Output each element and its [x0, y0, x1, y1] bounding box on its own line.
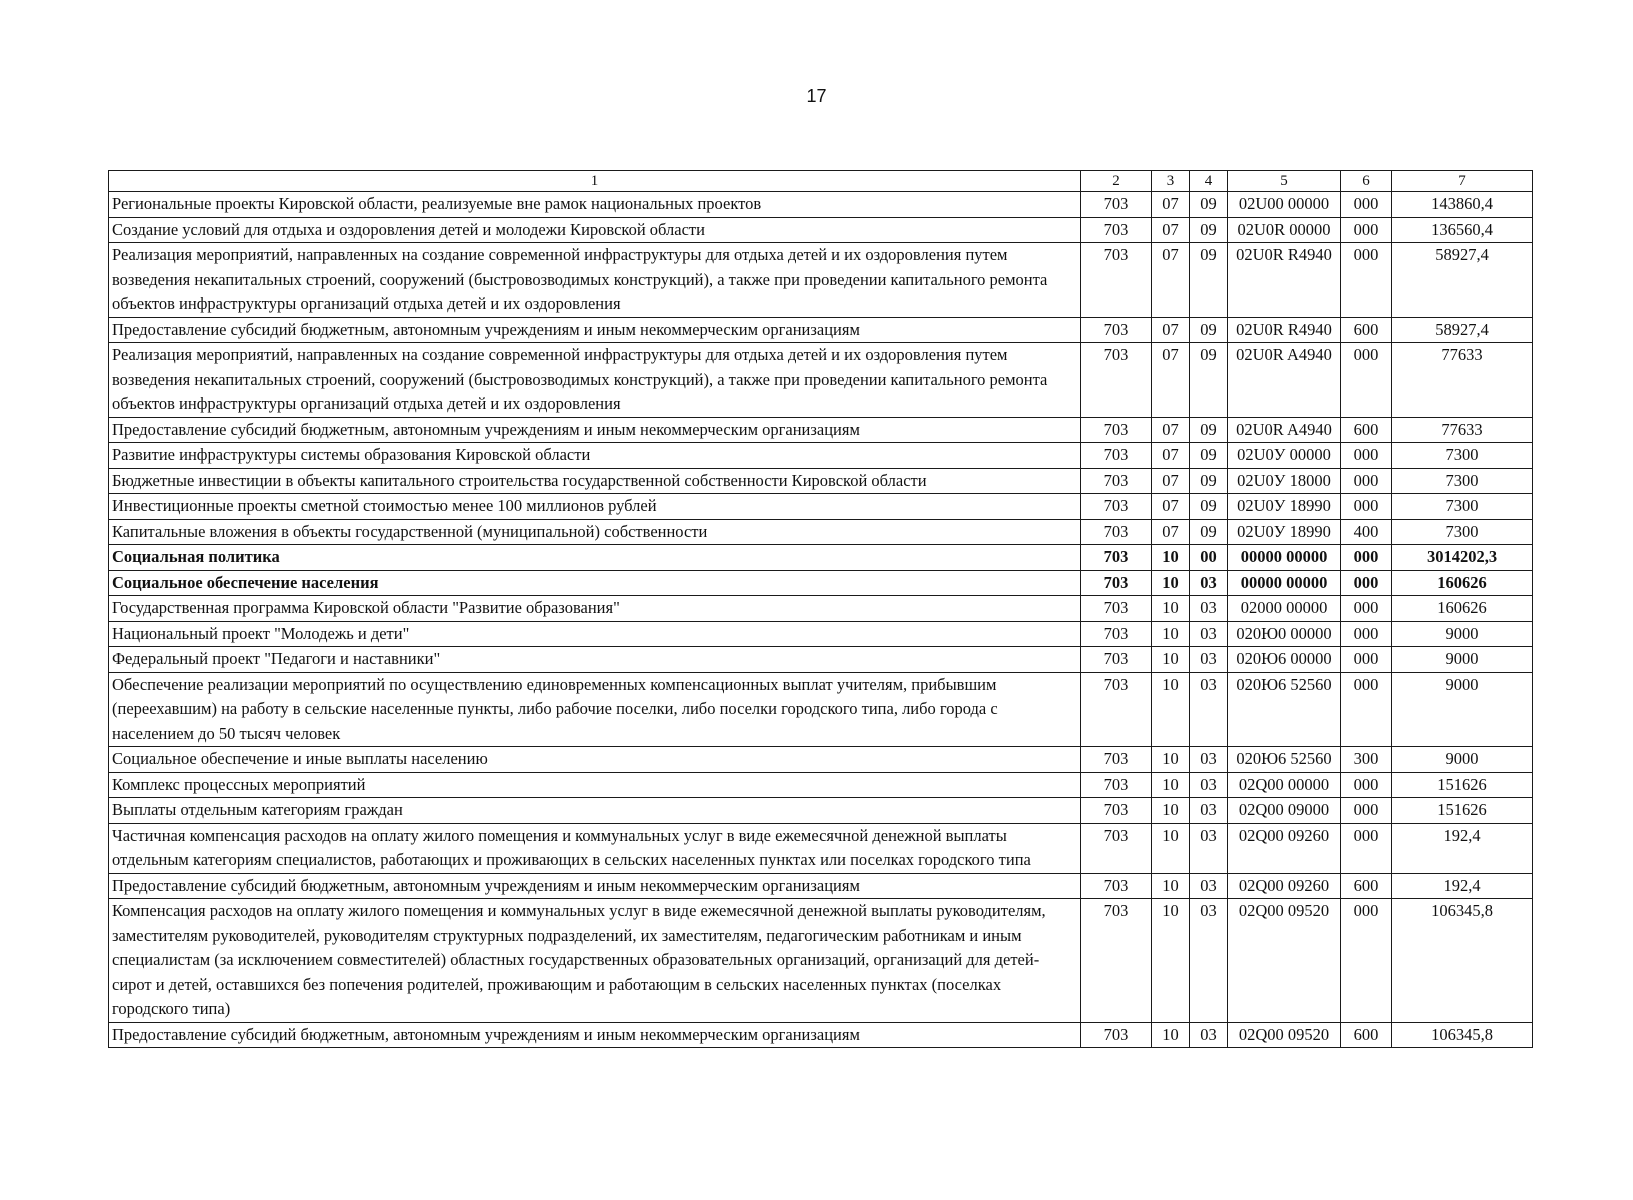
budget-table	[108, 170, 1533, 1048]
row-code-3: 10	[1152, 873, 1190, 899]
table-row	[109, 823, 1533, 873]
row-code-6: 000	[1341, 217, 1392, 243]
row-code-6: 600	[1341, 1022, 1392, 1048]
page-number: 17	[806, 86, 827, 106]
row-code-3: 10	[1152, 747, 1190, 773]
row-code-2: 703	[1081, 317, 1152, 343]
row-amount: 7300	[1392, 519, 1533, 545]
row-code-2: 703	[1081, 596, 1152, 622]
row-code-2: 703	[1081, 443, 1152, 469]
row-code-5: 02Q00 09260	[1228, 873, 1341, 899]
table-row	[109, 443, 1533, 469]
row-code-5: 02U0У 18990	[1228, 519, 1341, 545]
row-name: Социальное обеспечение населения	[109, 570, 1081, 596]
header-cell-1: 1	[109, 171, 1081, 192]
table-row	[109, 899, 1533, 1023]
table-row	[109, 417, 1533, 443]
row-code-5: 02U0R R4940	[1228, 243, 1341, 318]
row-code-4: 09	[1190, 217, 1228, 243]
table-row	[109, 217, 1533, 243]
table-row	[109, 621, 1533, 647]
row-name: Развитие инфраструктуры системы образования Кировской области	[109, 443, 1081, 469]
row-code-3: 10	[1152, 672, 1190, 747]
row-code-3: 07	[1152, 243, 1190, 318]
row-code-4: 03	[1190, 570, 1228, 596]
table-body	[109, 171, 1533, 1048]
table-row	[109, 570, 1533, 596]
row-code-2: 703	[1081, 417, 1152, 443]
row-code-6: 300	[1341, 747, 1392, 773]
row-code-2: 703	[1081, 899, 1152, 1023]
row-code-6: 000	[1341, 823, 1392, 873]
row-code-3: 10	[1152, 772, 1190, 798]
row-code-4: 03	[1190, 798, 1228, 824]
table-row	[109, 468, 1533, 494]
row-code-4: 00	[1190, 545, 1228, 571]
row-code-6: 000	[1341, 570, 1392, 596]
row-amount: 192,4	[1392, 823, 1533, 873]
row-code-6: 000	[1341, 899, 1392, 1023]
row-code-4: 09	[1190, 468, 1228, 494]
row-code-4: 03	[1190, 823, 1228, 873]
row-code-2: 703	[1081, 217, 1152, 243]
table-row	[109, 192, 1533, 218]
row-name: Капитальные вложения в объекты государственной (муниципальной) собственности	[109, 519, 1081, 545]
table-row	[109, 317, 1533, 343]
row-code-2: 703	[1081, 1022, 1152, 1048]
row-amount: 9000	[1392, 647, 1533, 673]
row-code-3: 10	[1152, 798, 1190, 824]
row-code-2: 703	[1081, 570, 1152, 596]
row-code-5: 02Q00 09520	[1228, 1022, 1341, 1048]
row-code-5: 020Ю0 00000	[1228, 621, 1341, 647]
row-name: Социальная политика	[109, 545, 1081, 571]
row-code-6: 000	[1341, 494, 1392, 520]
row-code-6: 000	[1341, 672, 1392, 747]
table-row	[109, 1022, 1533, 1048]
row-code-4: 09	[1190, 519, 1228, 545]
row-code-6: 400	[1341, 519, 1392, 545]
row-code-6: 000	[1341, 545, 1392, 571]
row-code-3: 10	[1152, 621, 1190, 647]
header-cell-2: 2	[1081, 171, 1152, 192]
row-name: Выплаты отдельным категориям граждан	[109, 798, 1081, 824]
row-code-5: 02U0R R4940	[1228, 317, 1341, 343]
row-name: Государственная программа Кировской области "Развитие образования"	[109, 596, 1081, 622]
table-row	[109, 545, 1533, 571]
row-name: Предоставление субсидий бюджетным, автономным учреждениям и иным некоммерческим организациям	[109, 317, 1081, 343]
row-code-5: 02Q00 09000	[1228, 798, 1341, 824]
row-code-2: 703	[1081, 647, 1152, 673]
row-code-5: 02U0У 18990	[1228, 494, 1341, 520]
header-row	[109, 171, 1533, 192]
row-name: Федеральный проект "Педагоги и наставники"	[109, 647, 1081, 673]
row-amount: 9000	[1392, 747, 1533, 773]
table-row	[109, 647, 1533, 673]
row-amount: 7300	[1392, 443, 1533, 469]
row-amount: 151626	[1392, 772, 1533, 798]
row-code-6: 000	[1341, 468, 1392, 494]
row-amount: 58927,4	[1392, 317, 1533, 343]
row-code-2: 703	[1081, 243, 1152, 318]
row-code-4: 09	[1190, 243, 1228, 318]
row-code-4: 09	[1190, 494, 1228, 520]
row-code-3: 10	[1152, 899, 1190, 1023]
row-name: Реализация мероприятий, направленных на создание современной инфраструктуры для отдыха детей и их оздоровления путем возведения некапитальных строений, сооружений (быстровозводимых конструкций), а также при проведении капитального ремонта объектов инфраструктуры организаций отдыха детей и их оздоровления	[109, 243, 1081, 318]
row-code-6: 000	[1341, 798, 1392, 824]
row-amount: 77633	[1392, 417, 1533, 443]
row-code-6: 000	[1341, 192, 1392, 218]
row-code-2: 703	[1081, 545, 1152, 571]
table-row	[109, 672, 1533, 747]
row-code-5: 02U0R A4940	[1228, 343, 1341, 418]
row-code-4: 03	[1190, 596, 1228, 622]
row-amount: 192,4	[1392, 873, 1533, 899]
row-code-5: 02000 00000	[1228, 596, 1341, 622]
table-row	[109, 596, 1533, 622]
row-amount: 9000	[1392, 672, 1533, 747]
row-code-2: 703	[1081, 468, 1152, 494]
row-code-4: 03	[1190, 873, 1228, 899]
row-code-5: 02U00 00000	[1228, 192, 1341, 218]
row-code-3: 07	[1152, 519, 1190, 545]
row-code-3: 07	[1152, 468, 1190, 494]
table-row	[109, 873, 1533, 899]
table-row	[109, 747, 1533, 773]
row-amount: 3014202,3	[1392, 545, 1533, 571]
row-name: Предоставление субсидий бюджетным, автономным учреждениям и иным некоммерческим организациям	[109, 417, 1081, 443]
row-code-4: 09	[1190, 192, 1228, 218]
row-code-3: 10	[1152, 1022, 1190, 1048]
table-row	[109, 343, 1533, 418]
header-cell-7: 7	[1392, 171, 1533, 192]
row-code-6: 000	[1341, 647, 1392, 673]
row-amount: 9000	[1392, 621, 1533, 647]
row-name: Региональные проекты Кировской области, реализуемые вне рамок национальных проектов	[109, 192, 1081, 218]
row-name: Социальное обеспечение и иные выплаты населению	[109, 747, 1081, 773]
row-amount: 136560,4	[1392, 217, 1533, 243]
row-code-4: 09	[1190, 417, 1228, 443]
row-code-5: 02Q00 09520	[1228, 899, 1341, 1023]
row-amount: 7300	[1392, 494, 1533, 520]
row-code-3: 10	[1152, 647, 1190, 673]
table-row	[109, 494, 1533, 520]
row-name: Создание условий для отдыха и оздоровления детей и молодежи Кировской области	[109, 217, 1081, 243]
row-amount: 106345,8	[1392, 1022, 1533, 1048]
row-code-2: 703	[1081, 343, 1152, 418]
row-code-5: 02Q00 09260	[1228, 823, 1341, 873]
row-amount: 160626	[1392, 596, 1533, 622]
row-code-2: 703	[1081, 494, 1152, 520]
row-code-5: 020Ю6 52560	[1228, 747, 1341, 773]
row-amount: 7300	[1392, 468, 1533, 494]
row-code-2: 703	[1081, 823, 1152, 873]
row-code-6: 000	[1341, 343, 1392, 418]
row-code-6: 600	[1341, 417, 1392, 443]
row-code-3: 07	[1152, 443, 1190, 469]
row-code-6: 600	[1341, 873, 1392, 899]
row-code-5: 02U0R 00000	[1228, 217, 1341, 243]
table-row	[109, 772, 1533, 798]
row-code-4: 09	[1190, 343, 1228, 418]
row-code-5: 02U0У 00000	[1228, 443, 1341, 469]
header-cell-5: 5	[1228, 171, 1341, 192]
row-code-3: 07	[1152, 317, 1190, 343]
row-name: Национальный проект "Молодежь и дети"	[109, 621, 1081, 647]
header-cell-3: 3	[1152, 171, 1190, 192]
row-code-3: 10	[1152, 823, 1190, 873]
row-code-4: 03	[1190, 747, 1228, 773]
row-name: Бюджетные инвестиции в объекты капитального строительства государственной собственности Кировской области	[109, 468, 1081, 494]
row-amount: 160626	[1392, 570, 1533, 596]
row-code-6: 600	[1341, 317, 1392, 343]
row-code-4: 03	[1190, 772, 1228, 798]
row-code-5: 020Ю6 00000	[1228, 647, 1341, 673]
row-code-4: 03	[1190, 647, 1228, 673]
row-code-2: 703	[1081, 672, 1152, 747]
row-amount: 77633	[1392, 343, 1533, 418]
row-name: Реализация мероприятий, направленных на создание современной инфраструктуры для отдыха детей и их оздоровления путем возведения некапитальных строений, сооружений (быстровозводимых конструкций), а также при проведении капитального ремонта объектов инфраструктуры организаций отдыха детей и их оздоровления	[109, 343, 1081, 418]
row-code-4: 03	[1190, 672, 1228, 747]
row-code-4: 09	[1190, 317, 1228, 343]
row-code-3: 07	[1152, 343, 1190, 418]
row-code-4: 09	[1190, 443, 1228, 469]
row-name: Компенсация расходов на оплату жилого помещения и коммунальных услуг в виде ежемесячной денежной выплаты руководителям, заместителям руководителей, руководителям структурных подразделений, их заместителям, педагогическим работникам и иным специалистам (за исключением совместителей) областных государственных образовательных организаций, организаций для детей-сирот и детей, оставшихся без попечения родителей, проживающим и работающим в сельских населенных пунктах (поселках городского типа)	[109, 899, 1081, 1023]
row-code-5: 00000 00000	[1228, 570, 1341, 596]
row-amount: 143860,4	[1392, 192, 1533, 218]
row-code-2: 703	[1081, 519, 1152, 545]
row-amount: 58927,4	[1392, 243, 1533, 318]
row-amount: 151626	[1392, 798, 1533, 824]
row-code-3: 10	[1152, 570, 1190, 596]
row-name: Инвестиционные проекты сметной стоимостью менее 100 миллионов рублей	[109, 494, 1081, 520]
row-code-2: 703	[1081, 747, 1152, 773]
header-cell-6: 6	[1341, 171, 1392, 192]
row-code-2: 703	[1081, 621, 1152, 647]
row-code-6: 000	[1341, 772, 1392, 798]
row-code-5: 020Ю6 52560	[1228, 672, 1341, 747]
row-code-3: 07	[1152, 494, 1190, 520]
row-code-6: 000	[1341, 596, 1392, 622]
row-code-4: 03	[1190, 899, 1228, 1023]
row-code-3: 07	[1152, 417, 1190, 443]
header-cell-4: 4	[1190, 171, 1228, 192]
row-code-2: 703	[1081, 798, 1152, 824]
table-row	[109, 243, 1533, 318]
row-name: Частичная компенсация расходов на оплату жилого помещения и коммунальных услуг в виде ежемесячной денежной выплаты отдельным категориям специалистов, работающих и проживающих в сельских населенных пунктах или поселках городского типа	[109, 823, 1081, 873]
row-code-2: 703	[1081, 192, 1152, 218]
row-code-5: 02U0R A4940	[1228, 417, 1341, 443]
row-name: Комплекс процессных мероприятий	[109, 772, 1081, 798]
row-amount: 106345,8	[1392, 899, 1533, 1023]
row-code-4: 03	[1190, 1022, 1228, 1048]
row-code-3: 07	[1152, 192, 1190, 218]
row-code-5: 02Q00 00000	[1228, 772, 1341, 798]
row-code-2: 703	[1081, 873, 1152, 899]
row-code-2: 703	[1081, 772, 1152, 798]
row-code-3: 10	[1152, 596, 1190, 622]
row-code-6: 000	[1341, 243, 1392, 318]
row-name: Предоставление субсидий бюджетным, автономным учреждениям и иным некоммерческим организациям	[109, 1022, 1081, 1048]
table-row	[109, 798, 1533, 824]
table-row	[109, 519, 1533, 545]
row-code-6: 000	[1341, 621, 1392, 647]
row-code-3: 10	[1152, 545, 1190, 571]
row-code-3: 07	[1152, 217, 1190, 243]
row-code-5: 02U0У 18000	[1228, 468, 1341, 494]
row-code-4: 03	[1190, 621, 1228, 647]
row-code-6: 000	[1341, 443, 1392, 469]
row-code-5: 00000 00000	[1228, 545, 1341, 571]
row-name: Предоставление субсидий бюджетным, автономным учреждениям и иным некоммерческим организациям	[109, 873, 1081, 899]
row-name: Обеспечение реализации мероприятий по осуществлению единовременных компенсационных выплат учителям, прибывшим (переехавшим) на работу в сельские населенные пункты, либо рабочие поселки, либо поселки городского типа, либо города с населением до 50 тысяч человек	[109, 672, 1081, 747]
